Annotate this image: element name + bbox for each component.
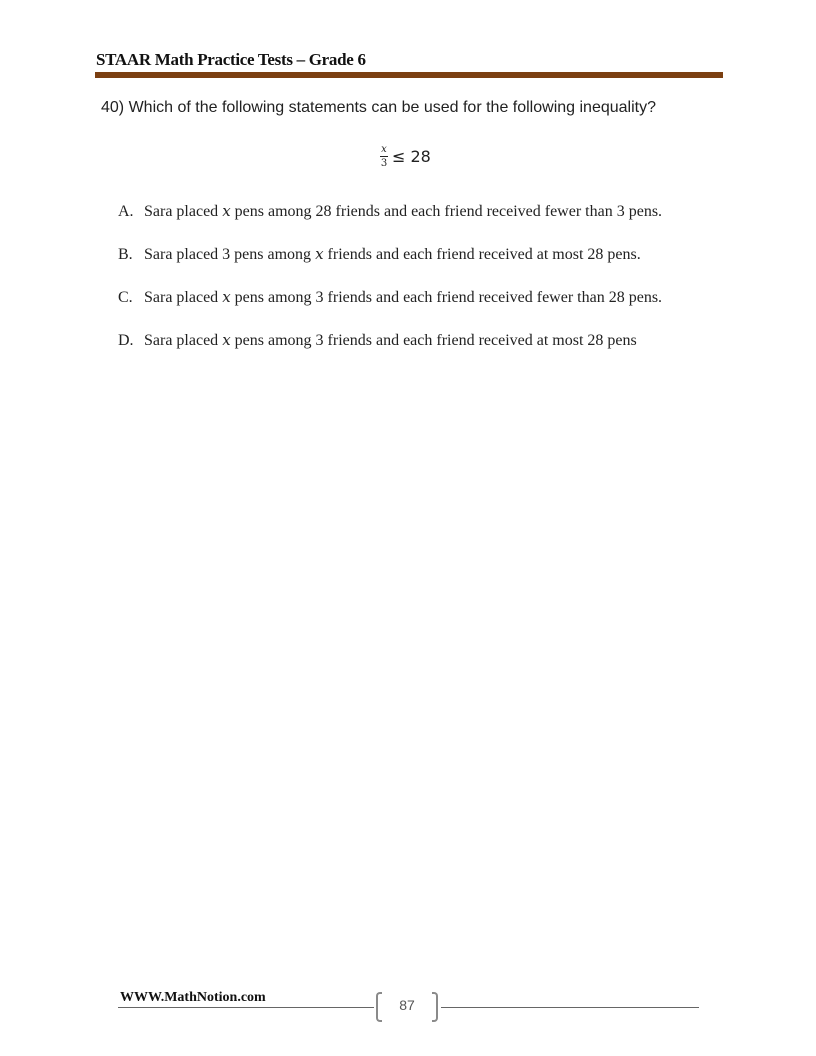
option-letter: D. xyxy=(118,332,134,349)
inequality-equation xyxy=(380,138,431,174)
inequality-relation: ≤ 28 xyxy=(392,146,431,166)
page-number: 87 xyxy=(399,997,415,1013)
footer-divider-left xyxy=(118,1007,374,1008)
option-text-before: Sara placed 3 pens among xyxy=(144,246,316,263)
option-text xyxy=(144,319,738,362)
footer-website: WWW.MathNotion.com xyxy=(120,990,266,1005)
option-text-after: pens among 3 friends and each friend received fewer than 28 pens. xyxy=(230,289,663,306)
header-divider xyxy=(95,72,723,78)
answer-options xyxy=(118,190,738,362)
answer-option-c xyxy=(118,276,738,319)
option-text-after: friends and each friend received at most 28 pens. xyxy=(323,246,641,263)
answer-option-a xyxy=(118,190,738,233)
option-text xyxy=(144,190,738,233)
page-header-title: STAAR Math Practice Tests – Grade 6 xyxy=(96,50,366,69)
option-letter: C. xyxy=(118,289,133,306)
option-text xyxy=(144,233,738,276)
option-variable: x xyxy=(315,245,324,263)
page-number-bracket-left xyxy=(376,992,382,1022)
option-letter: B. xyxy=(118,246,133,263)
option-text xyxy=(144,276,738,319)
fraction-bar xyxy=(380,156,388,157)
option-variable: x xyxy=(222,288,231,306)
fraction-numerator: x xyxy=(381,143,387,155)
fraction xyxy=(380,144,388,169)
question-text: 40) Which of the following statements can be used for the following inequality? xyxy=(101,99,656,116)
option-variable: x xyxy=(222,331,231,349)
fraction-denominator: 3 xyxy=(380,157,388,169)
option-text-before: Sara placed xyxy=(144,332,223,349)
footer-divider-right xyxy=(441,1007,699,1008)
option-text-before: Sara placed xyxy=(144,203,223,220)
page-number-bracket-right xyxy=(432,992,438,1022)
option-variable: x xyxy=(222,202,231,220)
answer-option-d xyxy=(118,319,738,362)
option-text-after: pens among 3 friends and each friend received at most 28 pens xyxy=(230,332,637,349)
option-letter: A. xyxy=(118,203,134,220)
answer-option-b xyxy=(118,233,738,276)
option-text-after: pens among 28 friends and each friend received fewer than 3 pens. xyxy=(230,203,663,220)
option-text-before: Sara placed xyxy=(144,289,223,306)
